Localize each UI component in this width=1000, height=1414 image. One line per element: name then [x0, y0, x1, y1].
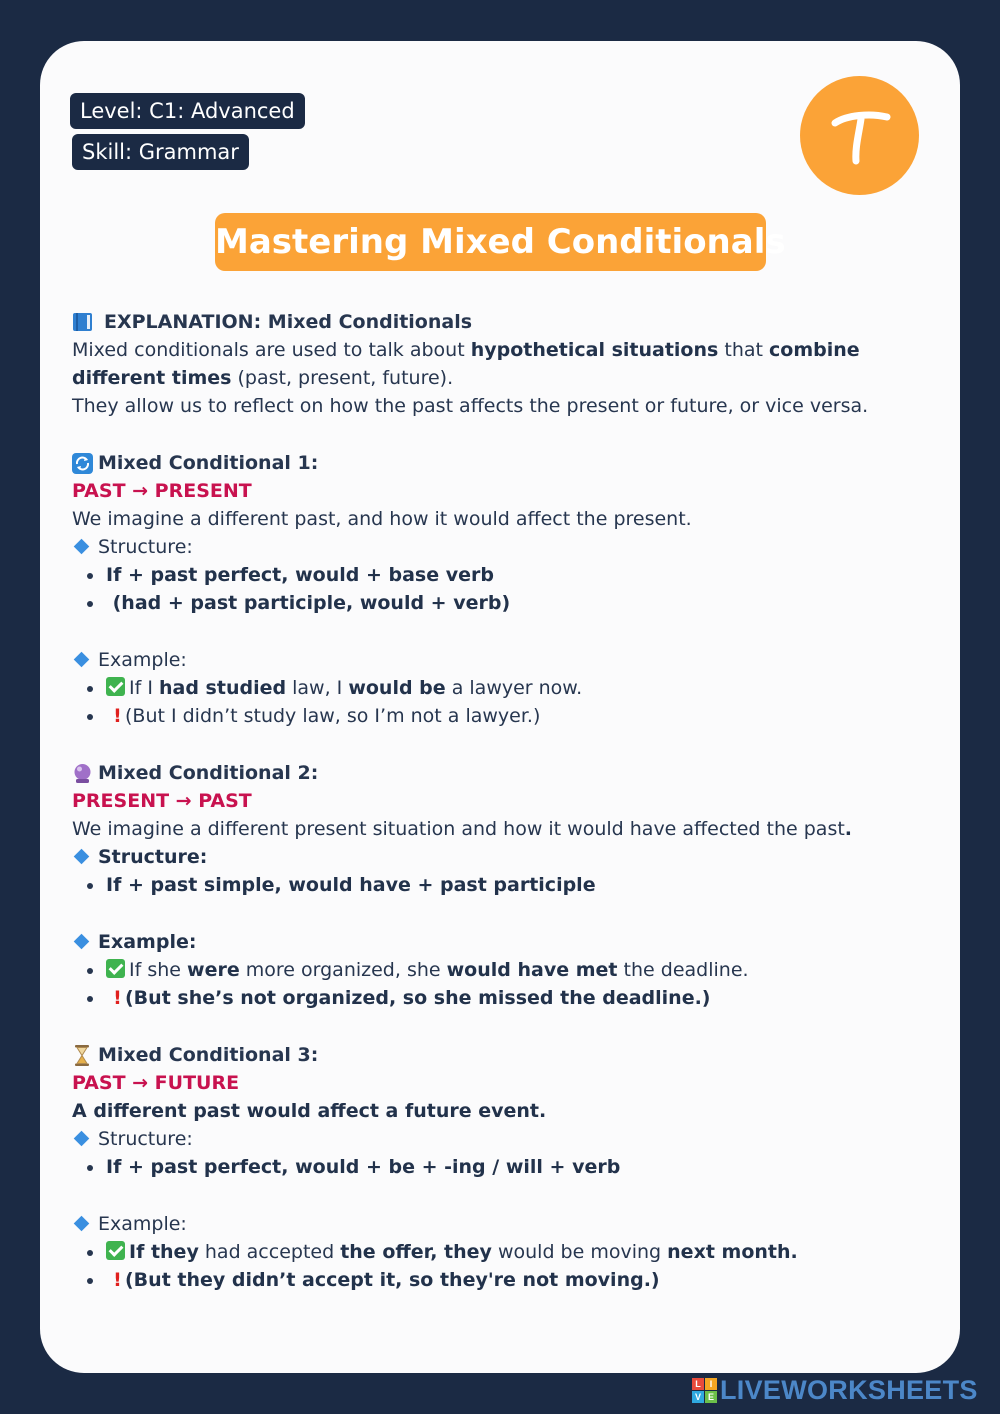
list-item — [72, 956, 932, 984]
list-item — [72, 561, 932, 589]
explanation-line-1 — [72, 336, 932, 364]
text: would be moving — [491, 1241, 668, 1263]
spacer — [72, 617, 932, 646]
mc3-subtitle: PAST → FUTURE — [72, 1072, 240, 1094]
mc1-structure-list — [72, 561, 932, 617]
label-text: Example: — [98, 1213, 187, 1235]
bold-text: would be — [348, 677, 446, 699]
bold-text: had studied — [158, 677, 287, 699]
text: a lawyer now. — [445, 677, 583, 699]
text: had accepted — [198, 1241, 341, 1263]
bold-text: were — [187, 959, 240, 981]
logo-letter: E — [705, 1391, 717, 1403]
explanation-heading-text: EXPLANATION: Mixed Conditionals — [104, 311, 473, 333]
diamond-icon — [74, 933, 90, 949]
diamond-icon — [74, 1215, 90, 1231]
text: law, I — [286, 677, 349, 699]
mixed-conditional-1-section — [72, 449, 932, 730]
check-mark-icon — [106, 959, 125, 978]
bold-text: different times — [72, 367, 232, 389]
mc3-example-list — [72, 1238, 932, 1294]
bold-text: . — [844, 818, 853, 840]
bold-text: next month. — [667, 1241, 798, 1263]
text: more organized, she — [239, 959, 447, 981]
liveworksheets-logo-icon — [692, 1378, 717, 1403]
bold-text: (But they didn’t accept it, so they're not moving.) — [125, 1269, 660, 1291]
worksheet-content — [72, 308, 932, 1294]
bold-text: A different past would affect a future event. — [72, 1100, 547, 1122]
mc1-heading — [72, 449, 932, 477]
mc1-example-label — [72, 646, 932, 674]
text: that — [718, 339, 769, 361]
diamond-icon — [74, 1130, 90, 1146]
mc1-example-list — [72, 674, 932, 730]
diamond-icon — [74, 651, 90, 667]
mc1-description: We imagine a different past, and how it would affect the present. — [72, 508, 692, 530]
mc2-example-label — [72, 928, 932, 956]
mc3-example-label — [72, 1210, 932, 1238]
bold-text: If + past perfect, would + base verb — [106, 564, 494, 586]
mixed-conditional-3-section — [72, 1041, 932, 1294]
bold-text: combine — [769, 339, 860, 361]
logo-letter: V — [692, 1391, 704, 1403]
label-text: Structure: — [98, 1128, 193, 1150]
mc2-structure-label — [72, 843, 932, 871]
mixed-conditional-2-section — [72, 759, 932, 1012]
bold-text: If + past perfect, would + be + -ing / will + verb — [106, 1156, 621, 1178]
bold-text: the offer, they — [340, 1241, 492, 1263]
mc2-description — [72, 815, 932, 843]
text: If I — [129, 677, 159, 699]
explanation-line-3: They allow us to reflect on how the past affects the present or future, or vice versa. — [72, 395, 869, 417]
list-item — [72, 589, 932, 617]
bold-text: If they — [129, 1241, 199, 1263]
text: Mixed conditionals are used to talk about — [72, 339, 471, 361]
liveworksheets-brand[interactable] — [692, 1374, 978, 1405]
bold-text: hypothetical situations — [470, 339, 719, 361]
list-item — [72, 1238, 932, 1266]
mc1-subtitle: PAST → PRESENT — [72, 480, 252, 502]
teacher-logo — [800, 76, 919, 195]
label-text: Example: — [98, 931, 197, 953]
worksheet-title: Mastering Mixed Conditionals — [215, 213, 766, 271]
bold-text: (But she’s not organized, so she missed the deadline.) — [125, 987, 711, 1009]
level-badge: Level: C1: Advanced — [70, 93, 305, 129]
explanation-line-2 — [72, 364, 932, 392]
exclamation-icon: ! — [113, 1269, 122, 1291]
mc2-subtitle: PRESENT → PAST — [72, 790, 252, 812]
text: (But I didn’t study law, so I’m not a lawyer.) — [125, 705, 541, 727]
exclamation-icon: ! — [113, 705, 122, 727]
check-mark-icon — [106, 677, 125, 696]
mc2-example-list — [72, 956, 932, 1012]
mc1-heading-text: Mixed Conditional 1: — [98, 452, 319, 474]
check-mark-icon — [106, 1241, 125, 1260]
hourglass-icon — [72, 1045, 92, 1066]
mc3-structure-label — [72, 1125, 932, 1153]
list-item — [72, 984, 932, 1012]
text: (past, present, future). — [231, 367, 454, 389]
bold-text: would have met — [446, 959, 618, 981]
mc3-structure-list — [72, 1153, 932, 1181]
list-item — [72, 1153, 932, 1181]
mc3-heading — [72, 1041, 932, 1069]
mc1-structure-label — [72, 533, 932, 561]
explanation-heading — [72, 308, 932, 336]
label-text: Structure: — [98, 846, 208, 868]
mc2-heading — [72, 759, 932, 787]
spacer — [72, 1181, 932, 1210]
bold-text: (had + past participle, would + verb) — [106, 592, 511, 614]
skill-badge: Skill: Grammar — [72, 134, 249, 170]
exclamation-icon: ! — [113, 987, 122, 1009]
logo-letter-t-icon — [825, 101, 895, 171]
logo-letter: I — [705, 1378, 717, 1390]
mc3-heading-text: Mixed Conditional 3: — [98, 1044, 319, 1066]
list-item — [72, 1266, 932, 1294]
bold-text: If + past simple, would have + past participle — [106, 874, 596, 896]
crystal-ball-icon — [72, 763, 93, 784]
brand-name: LIVEWORKSHEETS — [720, 1374, 978, 1405]
diamond-icon — [74, 538, 90, 554]
label-text: Structure: — [98, 536, 193, 558]
diamond-icon — [74, 848, 90, 864]
cycle-icon — [72, 453, 93, 474]
text: If she — [129, 959, 188, 981]
list-item — [72, 702, 932, 730]
list-item — [72, 871, 932, 899]
spacer — [72, 899, 932, 928]
book-icon — [72, 312, 94, 332]
mc2-heading-text: Mixed Conditional 2: — [98, 762, 319, 784]
explanation-section — [72, 308, 932, 420]
worksheet-card — [40, 41, 960, 1373]
mc2-structure-list — [72, 871, 932, 899]
logo-letter: L — [692, 1378, 704, 1390]
text: We imagine a different present situation and how it would have affected the past — [72, 818, 845, 840]
mc3-description — [72, 1097, 932, 1125]
label-text: Example: — [98, 649, 187, 671]
text: the deadline. — [617, 959, 749, 981]
list-item — [72, 674, 932, 702]
